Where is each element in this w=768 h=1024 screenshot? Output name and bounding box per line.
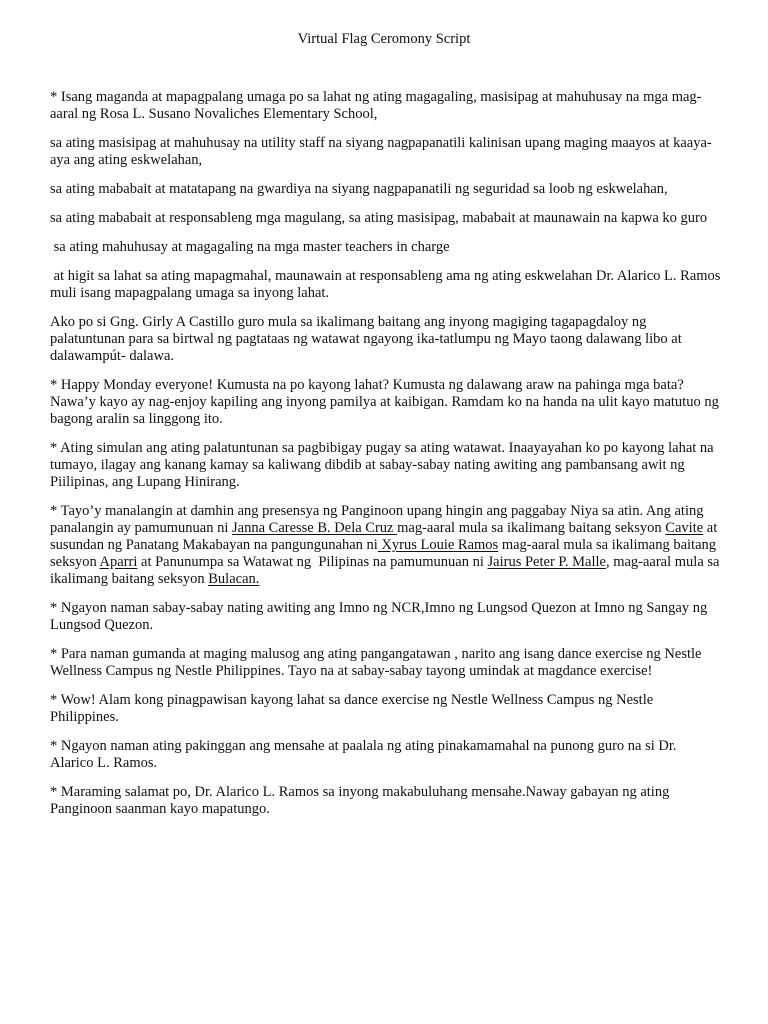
student-name-patriotic-oath-leader: Xyrus Louie Ramos — [377, 537, 499, 553]
paragraph-greeting-guards: sa ating mababait at matatapang na gwardiya na siyang nagpapanatili ng seguridad sa loob ng eskwelahan, — [50, 181, 668, 197]
section-name-aparri: Aparri — [99, 554, 138, 570]
document-body — [50, 89, 725, 830]
paragraph-greeting-principal: at higit sa lahat sa ating mapagmahal, maunawain at responsableng ama ng ating eskwelahan Dr. Alarico L. Ramos muli isang mapagpalang umaga sa inyong lahat. — [50, 268, 725, 301]
paragraph-thank-you: * Maraming salamat po, Dr. Alarico L. Ramos sa inyong makabuluhang mensahe.Naway gabayan ng ating Panginoon saanman kayo mapatungo. — [50, 784, 670, 817]
prayer-text-3: at susundan ng Panatang Makabayan na pangungunahan ni — [50, 520, 721, 553]
document-title: Virtual Flag Ceromony Script — [297, 31, 471, 47]
prayer-text-6: , mag-aaral mula sa ikalimang baitang seksyon — [50, 554, 724, 587]
prayer-text-4: mag-aaral mula sa ikalimang baitang seksyon — [50, 537, 720, 570]
paragraph-principal-message: * Ngayon naman ating pakinggan ang mensahe at paalala ng ating pinakamamahal na punong guro na si Dr. Alarico L. Ramos. — [50, 738, 677, 771]
prayer-text-2: mag-aaral mula sa ikalimang baitang seksyon — [397, 520, 666, 536]
prayer-text-5: at Panunumpa sa Watawat ng Pilipinas na pamumunuan ni — [137, 554, 488, 570]
prayer-text-1: * Tayo’y manalangin at damhin ang presensya ng Panginoon upang hingin ang paggabay Niya sa atin. Ang ating panalangin ay pamumunuan ni — [50, 503, 708, 536]
paragraph-greeting-master-teachers: sa ating mahuhusay at magagaling na mga master teachers in charge — [50, 239, 450, 255]
paragraph-greeting-students: * Isang maganda at mapagpalang umaga po sa lahat ng ating magagaling, masisipag at mahuhusay na mga mag-aaral ng Rosa L. Susano Novaliches Elementary School, — [50, 89, 702, 122]
paragraph-regional-hymns: * Ngayon naman sabay-sabay nating awiting ang Imno ng NCR,Imno ng Lungsod Quezon at Imno ng Sangay ng Lungsod Quezon. — [50, 600, 708, 633]
student-name-prayer-leader: Janna Caresse B. Dela Cruz — [232, 520, 398, 536]
paragraph-host-introduction: Ako po si Gng. Girly A Castillo guro mula sa ikalimang baitang ang inyong magiging tagapagdaloy ng palatuntunan para sa birtwal ng pagtataas ng watawat ngayong ika-tatlumpu ng Mayo taong dalawang libo at dalawampút- dalawa. — [50, 314, 682, 364]
paragraph-greeting-utility-staff: sa ating masisipag at mahuhusay na utility staff na siyang nagpapanatili kalinisan upang maging maayos at kaaya-aya ang ating eskwelahan, — [50, 135, 712, 168]
paragraph-prayer-and-pledges — [50, 503, 722, 588]
paragraph-dance-exercise: * Para naman gumanda at maging malusog ang ating pangangatawan , narito ang isang dance exercise ng Nestle Wellness Campus ng Nestle Philippines. Tayo na at sabay-sabay tayong umindak at magdance exercise! — [50, 646, 702, 679]
section-name-bulacan: Bulacan. — [208, 571, 260, 587]
paragraph-after-exercise: * Wow! Alam kong pinagpawisan kayong lahat sa dance exercise ng Nestle Wellness Campus ng Nestle Philippines. — [50, 692, 654, 725]
paragraph-greeting-parents-teachers: sa ating mababait at responsableng mga magulang, sa ating masisipag, mababait at maunawain na kapwa ko guro — [50, 210, 708, 226]
paragraph-happy-monday: * Happy Monday everyone! Kumusta na po kayong lahat? Kumusta ng dalawang araw na pahinga mga bata? Nawa’y kayo ay nag-enjoy kapiling ang inyong pamilya at kaibigan. Ramdam ko na handa na ulit kayo matutuo ng bagong aralin sa linggong ito. — [50, 377, 719, 427]
section-name-cavite: Cavite — [665, 520, 704, 536]
student-name-flag-pledge-leader: Jairus Peter P. Malle — [487, 554, 606, 570]
paragraph-national-anthem: * Ating simulan ang ating palatuntunan sa pagbibigay pugay sa ating watawat. Inaayayahan ko po kayong lahat na tumayo, ilagay ang kanang kamay sa kaliwang dibdib at sabay-sabay nating awiting ang pambansang awit ng Piilipinas, ang Lupang Hinirang. — [50, 440, 714, 490]
